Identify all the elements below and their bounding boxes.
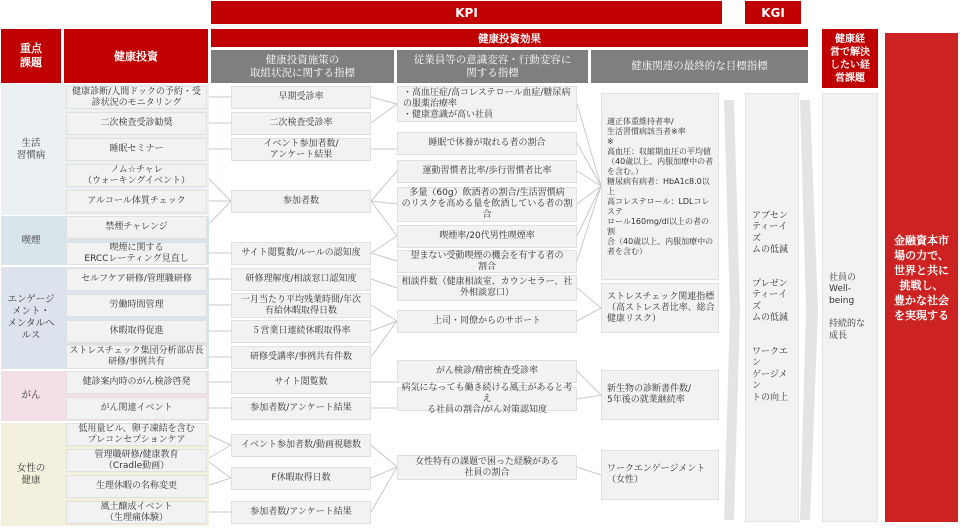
investment-item: 低用量ピル、卵子凍結を含む プレコンセプションケア xyxy=(66,423,207,446)
category-cancer: がん xyxy=(21,390,41,401)
focus-header: 重点 課題 xyxy=(1,29,61,83)
kgi-column xyxy=(745,93,799,522)
activity-kpi-item: 参加者数/アンケート結果 xyxy=(231,397,371,420)
behavior-kpi-item: 多量（60g）飲酒者の割合/生活習慣病 のリスクを高める量を飲酒している者の割合 xyxy=(397,187,577,222)
investment-item: 風土醸成イベント （生理痛体験） xyxy=(66,501,207,524)
mgmt-wellbeing: 社員の Well- being xyxy=(829,272,857,306)
behavior-kpi-item: 上司・同僚からのサポート xyxy=(397,310,577,333)
kgi-absenteeism: アブセン ティーイズ ムの低減 xyxy=(752,210,789,256)
behavior-kpi-item: 女性特有の課題で困った経験がある 社員の割合 xyxy=(397,455,577,480)
investment-item: 二次検査受診勧奨 xyxy=(66,112,207,135)
activity-kpi-item: 二次検査受診率 xyxy=(231,112,371,135)
investment-item: アルコール体質チェック xyxy=(66,190,207,213)
behavior-kpi-item: 喫煙率/20代男性喫煙率 xyxy=(397,225,577,248)
investment-item: 健康診断/人間ドックの予約・受 診状況のモニタリング xyxy=(66,86,207,109)
investment-item: ノム☆チャレ （ウォーキングイベント） xyxy=(66,164,207,187)
activity-kpi-item: イベント参加者数/ アンケート結果 xyxy=(231,138,371,161)
final-kpi-item: ストレスチェック関連指標 （高ストレス者比率、総合 健康リスク） xyxy=(601,283,719,333)
category-engagement: エンゲージ メント・ メンタルへ ルス xyxy=(7,294,55,341)
final-kpi-item: 新生物の診断書件数/ 5年後の就業継続率 xyxy=(601,370,719,420)
investment-item: 労働時間管理 xyxy=(66,294,207,317)
kgi-presenteeism: プレゼン ティーイズ ムの低減 xyxy=(752,278,789,324)
investment-header: 健康投資 xyxy=(64,29,208,83)
behavior-kpi-item: 睡眠で休養が取れる者の割合 xyxy=(397,132,577,155)
mgmt-issue-column xyxy=(822,93,878,522)
mgmt-growth: 持続的な 成長 xyxy=(829,319,866,341)
category-lifestyle: 生活 習慣病 xyxy=(16,137,46,161)
behavior-kpi-item: 運動習慣者比率/歩行習慣者比率 xyxy=(397,160,577,183)
activity-kpi-item: 一月当たり平均残業時間/年次 有給休暇取得日数 xyxy=(231,293,371,318)
investment-item: 健診案内時のがん検診啓発 xyxy=(66,371,207,394)
investment-item: 休暇取得促進 xyxy=(66,320,207,343)
activity-kpi-item: 研修受講率/事例共有件数 xyxy=(231,346,371,369)
final-kpi-item: 適正体重維持者率/ 生活習慣病該当者※率 ※ 高血圧：収縮期血圧の平均値 （40歳以上、内服加療中の者 を含む。） 糖尿病有病者：HbA1c8.0以 上 高コレステロール：LDLコレステ ロール160mg/dl以上の者の割 合（40歳以上、内服加療中の 者を含む） xyxy=(601,93,719,280)
activity-kpi-item: F休暇取得日数 xyxy=(231,467,371,490)
activity-kpi-item: 参加者数/アンケート結果 xyxy=(231,501,371,524)
subheader-behavior: 従業員等の意識変容・行動変容に 関する指標 xyxy=(397,50,588,83)
category-smoking: 喫煙 xyxy=(21,234,41,246)
behavior-kpi-item: がん検診/精密検査受診率 xyxy=(397,360,577,383)
activity-kpi-item: 研修理解度/相談窓口認知度 xyxy=(231,268,371,291)
kgi-engagement: ワークエン ゲージメン トの向上 xyxy=(752,346,789,403)
mgmt-issue-header: 健康経 営で解決 したい経 営課題 xyxy=(822,29,878,88)
activity-kpi-item: イベント参加者数/動画視聴数 xyxy=(231,434,371,457)
activity-kpi-item: 早期受診率 xyxy=(231,86,371,109)
kgi-banner: KGI xyxy=(745,1,801,24)
investment-item: ストレスチェック集団分析部店長 研修/事例共有 xyxy=(66,345,207,369)
category-women: 女性の 健康 xyxy=(16,462,46,486)
arrow-chevron xyxy=(724,100,740,520)
investment-item: 管理職研修/健康教育 （Cradle動画） xyxy=(66,449,207,472)
effect-header: 健康投資効果 xyxy=(211,29,808,47)
investment-item: 喫煙に関する ERCCレーティング見直し xyxy=(66,242,207,265)
investment-item: セルフケア研修/管理職研修 xyxy=(66,268,207,291)
activity-kpi-item: サイト閲覧数 xyxy=(231,371,371,394)
subheader-final: 健康関連の最終的な目標指標 xyxy=(591,50,808,83)
activity-kpi-item: ５営業日連続休暇取得率 xyxy=(231,320,371,343)
investment-item: 睡眠セミナー xyxy=(66,138,207,161)
investment-item: がん関連イベント xyxy=(66,397,207,420)
final-kpi-item: ワークエンゲージメント （女性） xyxy=(601,450,719,500)
activity-kpi-item: 参加者数 xyxy=(231,190,371,213)
behavior-kpi-item: ・高血圧症/高コレステロール血症/糖尿病 の服薬治療率 ・健康意識が高い社員 xyxy=(397,86,577,122)
behavior-kpi-item: 望まない受動喫煙の機会を有する者の 割合 xyxy=(397,250,577,273)
kpi-banner: KPI xyxy=(211,1,722,24)
behavior-kpi-item: 病気になっても働き続ける風土があると考え る社員の割合/がん対策認知度 xyxy=(397,387,577,411)
behavior-kpi-item: 相談件数（健康相談室、カウンセラー、社 外相談窓口） xyxy=(397,275,577,301)
arrow-chevron xyxy=(800,100,818,520)
investment-item: 生理休暇の名称変更 xyxy=(66,475,207,498)
activity-kpi-item: サイト閲覧数/ルールの認知度 xyxy=(231,242,371,265)
corporate-vision: 金融資本市 場の力で、 世界と共に 挑戦し、 豊かな社会 を実現する xyxy=(885,33,958,522)
subheader-activity: 健康投資施策の 取組状況に関する指標 xyxy=(211,50,394,83)
investment-item: 禁煙チャレンジ xyxy=(66,216,207,239)
